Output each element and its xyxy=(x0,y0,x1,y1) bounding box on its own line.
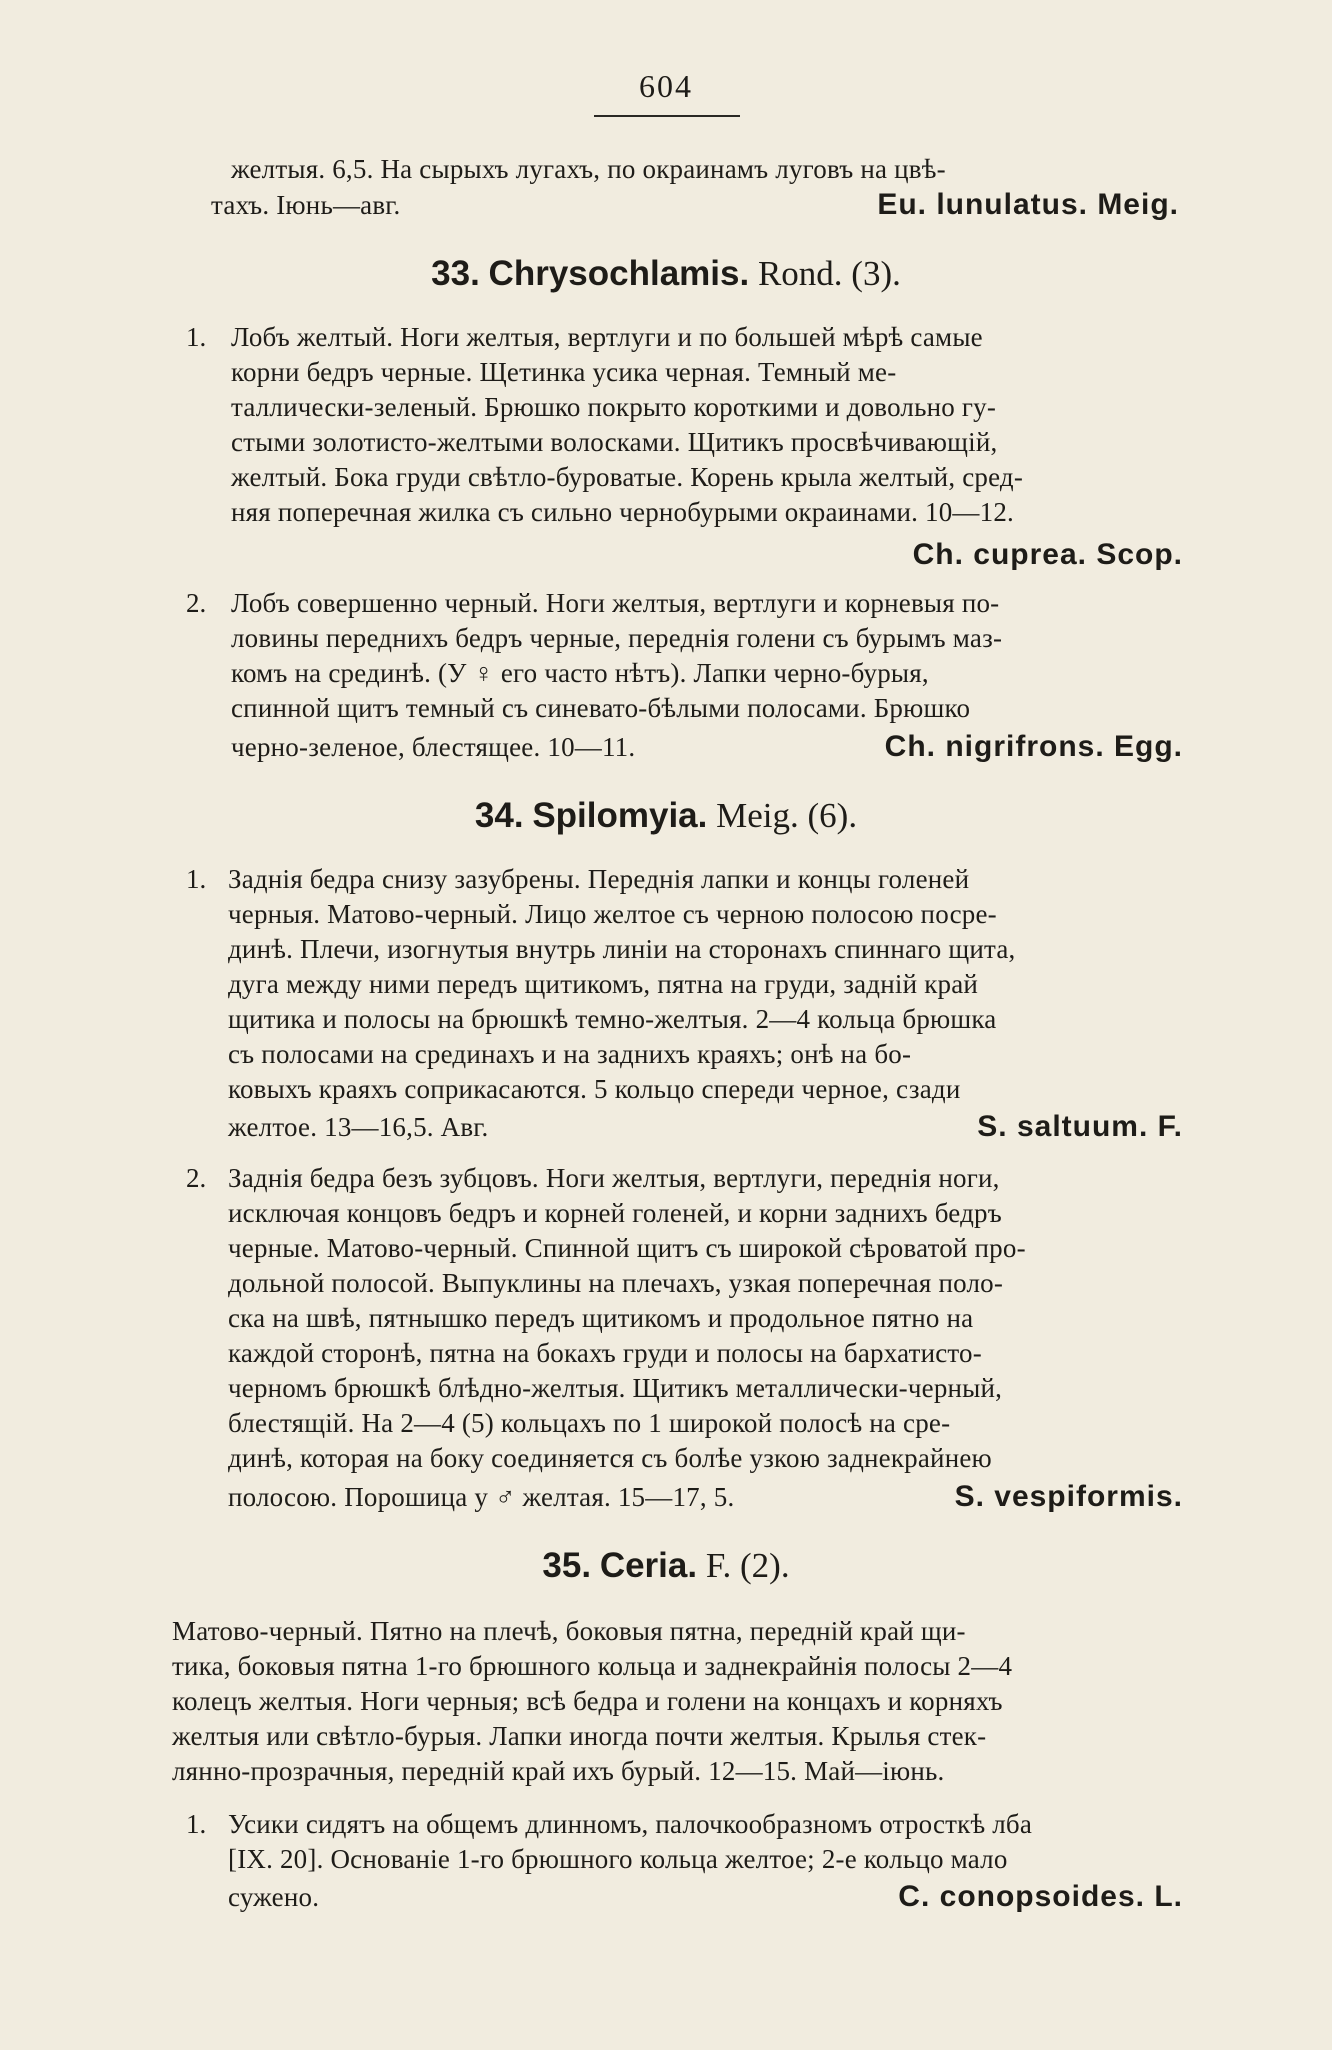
species-name: C. conopsoides. L. xyxy=(898,1880,1183,1913)
text-line: Лобъ совершенно черный. Ноги желтыя, вертлуги и корневыя по- xyxy=(231,588,1000,618)
text-line: Матово-черный. Пятно на плечѣ, боковыя пятна, передній край щи- xyxy=(172,1616,966,1646)
couplet-number: 1. xyxy=(186,864,207,894)
text-line: спинной щитъ темный съ синевато-бѣлыми полосами. Брюшко xyxy=(231,693,971,723)
text-line xyxy=(231,538,1183,572)
text-line: Усики сидятъ на общемъ длинномъ, палочкообразномъ отросткѣ лба xyxy=(228,1809,1033,1839)
text-line: черныя. Матово-черный. Лицо желтое съ черною полосою посре- xyxy=(228,899,997,929)
text-line: корни бедръ черные. Щетинка усика черная. Темный ме- xyxy=(231,357,897,387)
species-name: Ch. nigrifrons. Egg. xyxy=(884,730,1183,763)
species-name: Ch. cuprea. Scop. xyxy=(912,538,1183,571)
genus-heading-34: 34. Spilomyia. Meig. (6). xyxy=(474,796,858,835)
text-line: [IX. 20]. Основаніе 1-го брюшного кольца желтое; 2-е кольцо мало xyxy=(228,1844,1008,1874)
text-line: черномъ брюшкѣ блѣдно-желтыя. Щитикъ металлически-черный, xyxy=(228,1373,1003,1403)
text-line: Лобъ желтый. Ноги желтыя, вертлуги и по большей мѣрѣ самые xyxy=(231,322,983,352)
text-line: Заднія бедра снизу зазубрены. Переднія лапки и концы голеней xyxy=(228,864,970,894)
text-line: черно-зеленое, блестящее. 10—11. Ch. nigrifrons. Egg. xyxy=(231,730,1183,763)
text-line: динѣ, которая на боку соединяется съ болѣе узкою заднекрайнею xyxy=(228,1443,992,1473)
text-line: ковыхъ краяхъ соприкасаются. 5 кольцо спереди черное, сзади xyxy=(228,1074,961,1104)
header-rule xyxy=(594,115,740,117)
text-line: щитика и полосы на брюшкѣ темно-желтыя. 2—4 кольца брюшка xyxy=(228,1004,997,1034)
text-line: желтое. 13—16,5. Авг. S. saltuum. F. xyxy=(228,1110,1183,1143)
text-line: ска на швѣ, пятнышко передъ щитикомъ и продольное пятно на xyxy=(228,1303,974,1333)
couplet-number: 2. xyxy=(186,1163,207,1193)
text-line: блестящій. На 2—4 (5) кольцахъ по 1 широкой полосѣ на сре- xyxy=(228,1408,951,1438)
text-line: лянно-прозрачныя, передній край ихъ бурый. 12—15. Май—іюнь. xyxy=(172,1756,945,1786)
text-line: съ полосами на срединахъ и на заднихъ краяхъ; онѣ на бо- xyxy=(228,1039,912,1069)
couplet-number: 1. xyxy=(186,1809,207,1839)
text-line: таллически-зеленый. Брюшко покрыто короткими и довольно гу- xyxy=(231,392,997,422)
text-line: ловины переднихъ бедръ черные, переднія голени съ бурымъ маз- xyxy=(231,623,1003,653)
species-name: Eu. lunulatus. Meig. xyxy=(877,188,1179,221)
text-line: Заднія бедра безъ зубцовъ. Ноги желтыя, вертлуги, переднія ноги, xyxy=(228,1163,1000,1193)
text-line: желтыя или свѣтло-бурыя. Лапки иногда почти желтыя. Крылья стек- xyxy=(172,1721,987,1751)
text-line: исключая концовъ бедръ и корней голеней, и корни заднихъ бедръ xyxy=(228,1198,1002,1228)
text-line: динѣ. Плечи, изогнутыя внутрь линіи на сторонахъ спиннаго щита, xyxy=(228,934,1016,964)
page-number: 604 xyxy=(639,68,693,104)
text-line: полосою. Порошица у ♂ желтая. 15—17, 5. S. vespiformis. xyxy=(228,1480,1183,1513)
species-name: S. vespiformis. xyxy=(954,1480,1183,1513)
text-line: тахъ. Іюнь—авг. Eu. lunulatus. Meig. xyxy=(211,188,1179,221)
text-line: дуга между ними передъ щитикомъ, пятна на груди, задній край xyxy=(228,969,979,999)
text-line: тика, боковыя пятна 1-го брюшного кольца и заднекрайнія полосы 2—4 xyxy=(172,1651,1013,1681)
text-line: желтый. Бока груди свѣтло-буроватые. Корень крыла желтый, сред- xyxy=(231,462,1024,492)
text-line: стыми золотисто-желтыми волосками. Щитикъ просвѣчивающій, xyxy=(231,427,998,457)
genus-heading-33: 33. Chrysochlamis. Rond. (3). xyxy=(431,254,901,293)
text-line: черные. Матово-черный. Спинной щитъ съ широкой сѣроватой про- xyxy=(228,1233,1026,1263)
couplet-number: 2. xyxy=(186,588,207,618)
text-line: колецъ желтыя. Ноги черныя; всѣ бедра и голени на концахъ и корняхъ xyxy=(172,1686,1003,1716)
text-line: няя поперечная жилка съ сильно чернобурыми окраинами. 10—12. xyxy=(231,497,1014,527)
couplet-number: 1. xyxy=(186,322,207,352)
text-line: каждой сторонѣ, пятна на бокахъ груди и полосы на бархатисто- xyxy=(228,1338,982,1368)
text-line: дольной полосой. Выпуклины на плечахъ, узкая поперечная поло- xyxy=(228,1268,1004,1298)
genus-heading-35: 35. Ceria. F. (2). xyxy=(542,1546,790,1585)
text-line: сужено. C. conopsoides. L. xyxy=(228,1880,1183,1913)
species-name: S. saltuum. F. xyxy=(977,1110,1183,1143)
text-line: желтыя. 6,5. На сырыхъ лугахъ, по окраинамъ луговъ на цвѣ- xyxy=(231,154,946,184)
text-line: комъ на срединѣ. (У ♀ его часто нѣтъ). Лапки черно-бурыя, xyxy=(231,658,929,688)
